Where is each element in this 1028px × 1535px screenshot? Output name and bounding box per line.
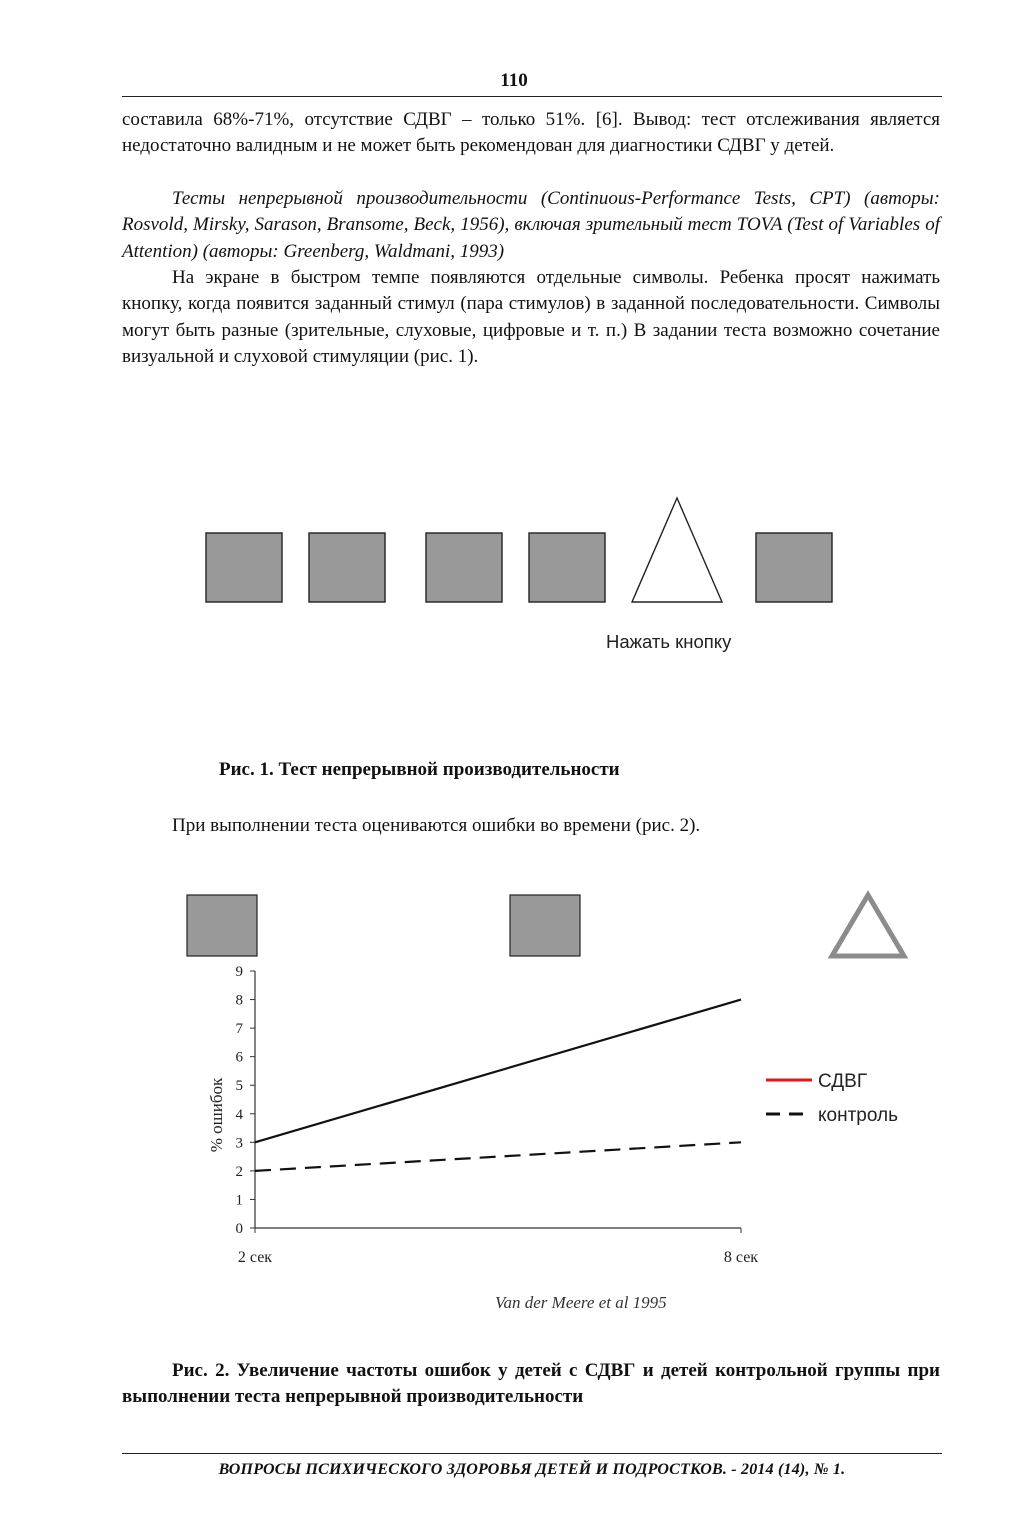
chart-stimulus-square-2: [510, 895, 580, 956]
y-tick-label: 8: [235, 992, 243, 1009]
paragraph-3: На экране в быстром темпе появляются отдельные символы. Ребенка просят нажимать кнопку, когда появится заданный стимул (пара стимулов) в заданной последовательности. Символы могут быть разные (зрительные, слуховые, цифровые и т. п.) В задании теста возможно сочетание визуальной и слуховой стимуляции (рис. 1).: [122, 267, 940, 367]
y-tick-label: 9: [235, 964, 243, 980]
chart-stimulus-square-1: [187, 895, 257, 956]
journal-footer: ВОПРОСЫ ПСИХИЧЕСКОГО ЗДОРОВЬЯ ДЕТЕЙ И ПОДРОСТКОВ. - 2014 (14), № 1.: [218, 1461, 846, 1478]
footer-rule: [122, 1453, 942, 1454]
y-tick-label: 1: [235, 1192, 243, 1209]
series-line-2: [255, 1142, 741, 1171]
paragraph-2: Тесты непрерывной производительности (Continuous-Performance Tests, CPT) (авторы: Rosvold, Mirsky, Sarason, Bransome, Beck, 1956), включая зрительный тест TOVA (Test of Variables of Attention) (авторы: Greenberg, Waldmani, 1993): [122, 188, 940, 262]
legend-label-2: контроль: [818, 1105, 898, 1126]
chart-target-triangle: [832, 895, 904, 956]
figure-1-caption: Рис. 1. Тест непрерывной производительности: [219, 759, 620, 780]
paragraph-4: При выполнении теста оцениваются ошибки во времени (рис. 2).: [172, 815, 701, 836]
figure-2-source: Van der Meere et al 1995: [495, 1293, 667, 1312]
y-tick-label: 7: [235, 1021, 243, 1038]
y-axis-label: % ошибок: [207, 1077, 226, 1153]
page-number: 110: [500, 70, 528, 91]
y-tick-label: 6: [235, 1049, 243, 1066]
y-tick-label: 2: [235, 1163, 243, 1180]
y-tick-label: 4: [235, 1106, 243, 1123]
y-tick-label: 5: [235, 1078, 243, 1095]
y-tick-label: 3: [235, 1135, 243, 1152]
x-tick-label: 2 сек: [237, 1249, 273, 1266]
x-tick-label: 8 сек: [723, 1249, 759, 1266]
legend-label-1: СДВГ: [818, 1071, 868, 1092]
y-tick-label: 0: [235, 1221, 243, 1237]
series-line-1: [255, 1000, 741, 1143]
figure-2-caption: Рис. 2. Увеличение частоты ошибок у детей с СДВГ и детей контрольной группы при выполнении теста непрерывной производительности: [122, 1360, 940, 1407]
paragraph-1: составила 68%-71%, отсутствие СДВГ – только 51%. [6]. Вывод: тест отслеживания является недостаточно валидным и не может быть рекомендован для диагностики СДВГ у детей.: [122, 109, 940, 157]
press-button-label: Нажать кнопку: [606, 631, 732, 652]
